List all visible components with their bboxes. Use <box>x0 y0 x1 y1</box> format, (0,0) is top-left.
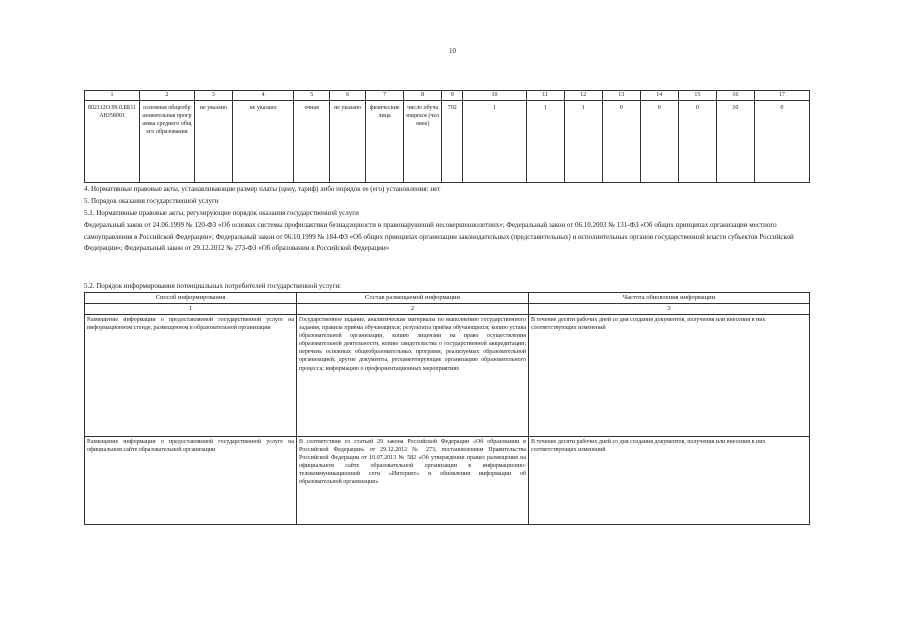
table-cell: 0 <box>640 101 678 183</box>
section-heading-procedure: 5. Порядок оказания государственной услуги <box>84 197 219 205</box>
column-number: 16 <box>716 91 754 101</box>
table-row <box>85 315 810 437</box>
table-cell: не указано <box>330 101 366 183</box>
frequency-cell: В течение десяти рабочих дней со дня создания документов, получения или внесения в них соответствующих изменений <box>529 437 810 525</box>
header-content: Состав размещаемой информации <box>297 293 529 304</box>
page-number: 10 <box>449 47 456 55</box>
table-cell: основная общеобразовательная программа среднего общего образования <box>139 101 194 183</box>
frequency-cell: В течение десяти рабочих дней со дня создания документов, получения или внесения в них соответствующих изменений <box>529 315 810 437</box>
table-header-row <box>85 91 810 101</box>
column-number: 11 <box>526 91 564 101</box>
table-cell: 1 <box>463 101 526 183</box>
legal-acts-text: Федеральный закон от 24.06.1999 № 120-ФЗ «Об основах системы профилактики безнадзорности и правонарушений несовершеннолетних»; Федеральный закон от 06.10.2003 № 131-ФЗ «Об общих принципах организации местного самоуправления в Российской Федерации»; Федеральный закон от 06.10.1999 № 184-ФЗ «Об общих принципах организации законодательных (представительных) и исполнительных органов государственной власти субъектов Российской Федерации»; Федеральный закон от 29.12.2012 № 273-ФЗ «Об образовании в Российской Федерации» <box>84 221 794 252</box>
content-cell: В соответствии со статьей 29 закона Российской Федерации «Об образовании в Российской Федерации» от 29.12.2012 № 273, постановлением Правительства Российской Федерации от 10.07.2013 № 582 «Об утверждении правил размещения на официальном сайте образовательной организации в информационно-телекоммуникационной сети «Интернет» и обновления информации об образовательной организации» <box>297 437 529 525</box>
column-number: 13 <box>602 91 640 101</box>
column-number: 8 <box>404 91 442 101</box>
table-cell: 0 <box>678 101 716 183</box>
column-number: 2 <box>139 91 194 101</box>
table-cell: не указано <box>232 101 293 183</box>
header-frequency: Частота обновления информации <box>529 293 810 304</box>
method-cell: Размещение информации о предоставляемой государственной услуге на официальном сайте образовательной организации <box>85 437 297 525</box>
column-number: 9 <box>442 91 463 101</box>
table-cell: 802112О.99.0.ББ11АЮ58001 <box>85 101 140 183</box>
table-cell: 0 <box>754 101 809 183</box>
table-header-row <box>85 293 810 304</box>
table-cell: не указано <box>194 101 232 183</box>
table-cell: 0 <box>602 101 640 183</box>
column-number: 14 <box>640 91 678 101</box>
column-number: 7 <box>366 91 404 101</box>
column-number: 2 <box>297 304 529 315</box>
column-number: 10 <box>463 91 526 101</box>
column-number: 6 <box>330 91 366 101</box>
table-cell: физические лица <box>366 101 404 183</box>
table-number-row <box>85 304 810 315</box>
section-heading-legal-acts: 5.1. Нормативные правовые акты, регулирующие порядок оказания государственной услуги <box>84 209 359 217</box>
table-row <box>85 437 810 525</box>
table-cell: 1 <box>564 101 602 183</box>
column-number: 1 <box>85 304 297 315</box>
column-number: 4 <box>232 91 293 101</box>
header-method: Способ информирования <box>85 293 297 304</box>
method-cell: Размещение информации о предоставляемой государственной услуге на информационном стенде, размещенном в образовательной организации <box>85 315 297 437</box>
column-number: 15 <box>678 91 716 101</box>
table-cell: 792 <box>442 101 463 183</box>
column-number: 5 <box>294 91 330 101</box>
table-cell: 1 <box>526 101 564 183</box>
column-number: 17 <box>754 91 809 101</box>
table-row <box>85 101 810 183</box>
indicators-table <box>84 90 810 183</box>
content-cell: Государственное задание, аналитические материалы по выполнению государственного задания, правила приёма обучающихся; результаты приёма обучающихся; копию устава образовательной организации, копию лицензии на право осуществления образовательной деятельности, копию свидетельства о государственной аккредитации; перечень основных общеобразовательных программ, реализуемых образовательной организацией; другие документы, регламентирующие организацию образовательного процесса; информацию о профориентационных мероприятиях <box>297 315 529 437</box>
table-cell: 10 <box>716 101 754 183</box>
paragraph-fees: 4. Нормативные правовые акты, устанавливающие размер платы (цену, тариф) либо порядок ее (его) установления: нет <box>84 185 441 193</box>
column-number: 3 <box>194 91 232 101</box>
column-number: 1 <box>85 91 140 101</box>
table-cell: очная <box>294 101 330 183</box>
column-number: 12 <box>564 91 602 101</box>
column-number: 3 <box>529 304 810 315</box>
table-cell: число обучающихся (человек) <box>404 101 442 183</box>
section-heading-informing: 5.2. Порядок информирования потенциальных потребителей государственной услуги: <box>84 282 342 290</box>
informing-table <box>84 292 810 525</box>
